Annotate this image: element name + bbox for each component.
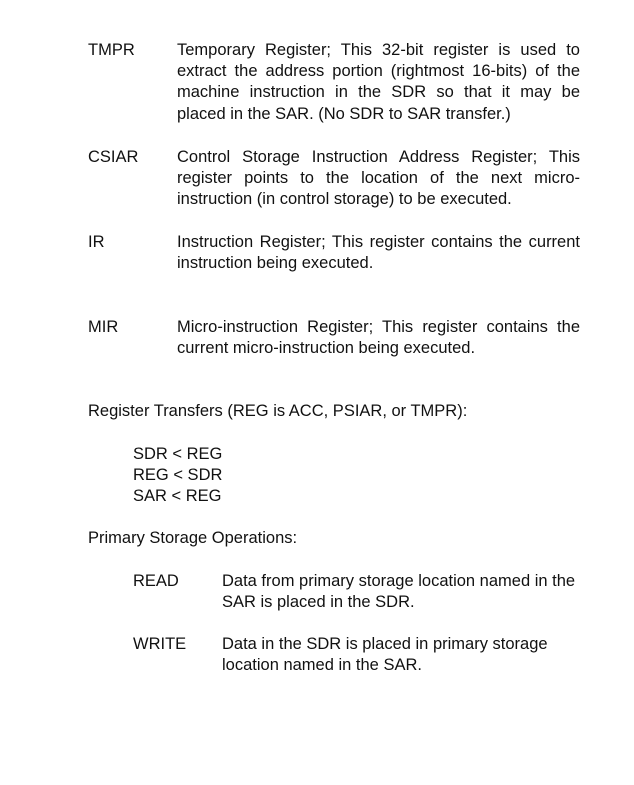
register-description: Micro-instruction Register; This register contains the current micro-instruction being executed.: [177, 318, 580, 358]
register-transfers-list: [133, 444, 333, 508]
operation-term: READ: [133, 572, 179, 590]
transfer-line: SAR < REG: [133, 487, 222, 506]
primary-storage-heading: Primary Storage Operations:: [88, 529, 298, 547]
register-term: IR: [88, 233, 105, 251]
operation-description: Data from primary storage location named in the SAR is placed in the SDR.: [222, 572, 576, 612]
register-term: MIR: [88, 318, 119, 336]
register-description: Instruction Register; This register contains the current instruction being executed.: [177, 233, 580, 273]
operation-term: WRITE: [133, 635, 187, 653]
register-term: CSIAR: [88, 148, 139, 166]
transfer-line: SDR < REG: [133, 445, 223, 463]
transfer-line: REG < SDR: [133, 466, 223, 485]
register-transfers-heading: Register Transfers (REG is ACC, PSIAR, or TMPR):: [88, 402, 468, 420]
operation-description: Data in the SDR is placed in primary storage location named in the SAR.: [222, 635, 548, 675]
register-description: Control Storage Instruction Address Register; This register points to the location of the next micro-instruction (in control storage) to be executed.: [177, 148, 580, 209]
register-description: Temporary Register; This 32-bit register is used to extract the address portion (rightmost 16-bits) of the machine instruction in the SDR so that it may be placed in the SAR. (No SDR to SAR transfer.): [177, 41, 580, 123]
register-term: TMPR: [88, 41, 135, 59]
